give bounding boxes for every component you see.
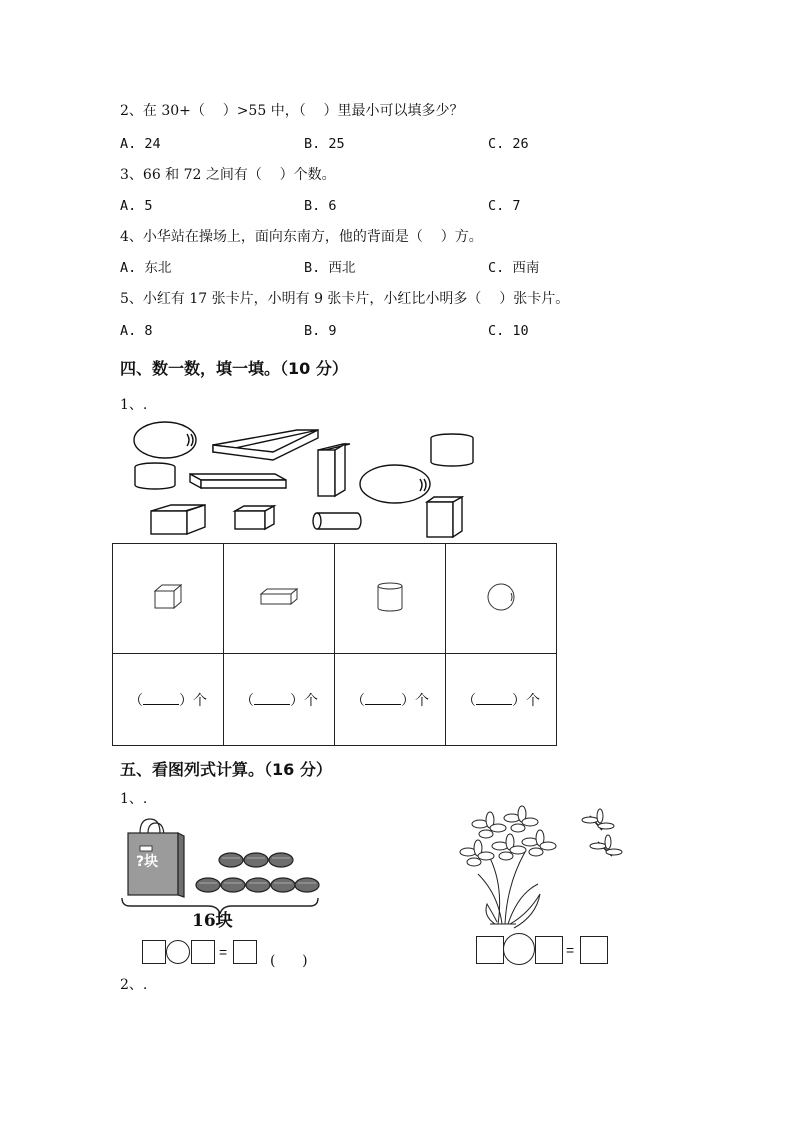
item-label: 2、.	[120, 977, 148, 993]
operator-circle[interactable]	[503, 933, 535, 965]
cake-icon	[196, 878, 220, 892]
option-b: B. 6	[304, 198, 337, 214]
equals-sign: =	[566, 942, 575, 958]
cake-icon	[221, 878, 245, 892]
ball-icon	[134, 422, 196, 458]
answer-box[interactable]	[580, 936, 608, 964]
item-label: 1、.	[120, 791, 148, 807]
option-a: A. 5	[120, 198, 153, 214]
answer-box[interactable]	[535, 936, 563, 964]
unit-paren: ( )	[270, 953, 308, 969]
answer-cell: （ ）个	[446, 654, 557, 746]
cake-icon	[219, 853, 243, 867]
question-5: 5、小红有 17 张卡片，小明有 9 张卡片，小红比小明多（ ）张卡片。	[120, 291, 570, 307]
flowers-illustration	[450, 802, 625, 932]
cylinder-icon	[376, 581, 404, 613]
answer-box[interactable]	[476, 936, 504, 964]
option-a: A. 8	[120, 323, 153, 339]
option-b: B. 25	[304, 136, 345, 152]
section-title: 四、数一数，填一填。（10 分）	[120, 359, 348, 378]
cuboid-icon	[259, 588, 299, 606]
operator-circle[interactable]	[166, 940, 190, 964]
cuboid-icon	[190, 474, 286, 480]
flower-icon	[522, 830, 556, 856]
option-a: A. 24	[120, 136, 161, 152]
cake-icon	[295, 878, 319, 892]
answer-cell: （ ）个	[224, 654, 335, 746]
dragonfly-icon	[590, 835, 622, 856]
equals-sign: =	[219, 944, 228, 960]
flower-icon	[460, 840, 494, 866]
option-b: B. 西北	[304, 260, 356, 276]
cake-icon	[246, 878, 270, 892]
answer-blank[interactable]	[365, 692, 401, 705]
cake-icon	[269, 853, 293, 867]
answer-cell: （ ）个	[113, 654, 224, 746]
question-3: 3、66 和 72 之间有（ ）个数。	[120, 167, 336, 183]
option-c: C. 西南	[488, 260, 540, 276]
cake-icon	[244, 853, 268, 867]
answer-box[interactable]	[191, 940, 215, 964]
counting-table	[112, 543, 557, 746]
flower-icon	[492, 834, 526, 860]
answer-box[interactable]	[142, 940, 166, 964]
answer-blank[interactable]	[254, 692, 290, 705]
option-b: B. 9	[304, 323, 337, 339]
cake-icon	[271, 878, 295, 892]
answer-blank[interactable]	[143, 692, 179, 705]
ball-icon	[360, 465, 430, 503]
flower-icon	[472, 812, 506, 838]
option-c: C. 26	[488, 136, 529, 152]
question-2: 2、在 30+（ ）>55 中，（ ）里最小可以填多少？	[120, 103, 464, 119]
table-cell	[113, 544, 224, 654]
sphere-icon	[486, 582, 516, 612]
option-a: A. 东北	[120, 260, 172, 276]
table-cell	[335, 544, 446, 654]
option-c: C. 7	[488, 198, 521, 214]
cylinder-icon	[317, 513, 361, 529]
total-label: 16块	[192, 911, 233, 931]
cube-icon	[153, 584, 183, 610]
table-cell	[224, 544, 335, 654]
flower-icon	[504, 806, 538, 832]
question-4: 4、小华站在操场上，面向东南方，他的背面是（ ）方。	[120, 229, 483, 245]
bag-label: ?块	[136, 854, 159, 870]
answer-blank[interactable]	[476, 692, 512, 705]
section-title: 五、看图列式计算。（16 分）	[120, 760, 332, 779]
option-c: C. 10	[488, 323, 529, 339]
answer-cell: （ ）个	[335, 654, 446, 746]
dragonfly-icon	[582, 809, 614, 830]
table-cell	[446, 544, 557, 654]
answer-box[interactable]	[233, 940, 257, 964]
item-label: 1、.	[120, 397, 148, 413]
shapes-illustration	[125, 418, 475, 540]
